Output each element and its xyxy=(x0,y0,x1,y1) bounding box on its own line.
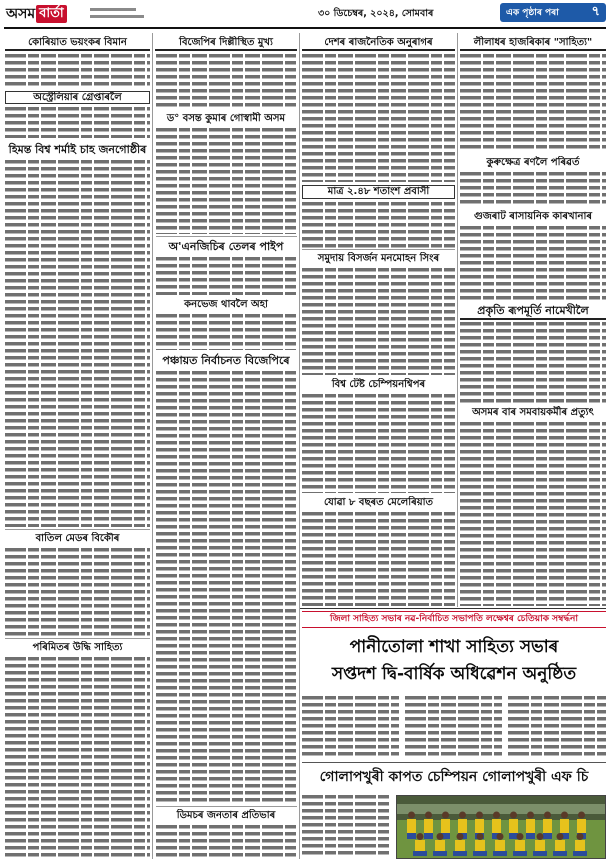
article-body xyxy=(460,54,606,152)
newspaper-logo[interactable] xyxy=(6,4,67,24)
article-headline[interactable]: প্ৰকৃতি ৰূপমূৰ্তি নামেখীলৈ xyxy=(460,303,606,320)
article-body xyxy=(302,512,455,606)
feature-body xyxy=(508,696,606,758)
article-headline[interactable]: সমুদায় বিসৰ্জন মনমোহন সিংৰ xyxy=(317,253,440,264)
article-body xyxy=(156,257,297,295)
article-body xyxy=(156,54,297,108)
article-divider xyxy=(5,638,150,639)
article-body xyxy=(460,322,606,403)
article-headline[interactable]: ডিমচৰ জনতাৰ প্ৰতিভাৰ xyxy=(176,810,276,821)
article-body xyxy=(460,422,606,606)
sports-headline[interactable]: গোলাপখুৰী কাপত চেম্পিয়ন গোলাপখুৰী এফ চি xyxy=(302,762,606,791)
front-row-players xyxy=(413,833,587,856)
article-body xyxy=(5,160,150,527)
article-divider xyxy=(156,236,297,237)
team-photo-graphic xyxy=(397,796,605,858)
feature-body xyxy=(405,696,502,758)
article-headline[interactable]: দেশৰ ৰাজনৈতিক অনুৰাগৰ xyxy=(302,36,455,51)
masthead-contact-line xyxy=(90,15,144,18)
article-body xyxy=(302,268,455,375)
article-body xyxy=(302,202,455,248)
article-headline[interactable]: লীলাধৰ হাজৰিকাৰ "সাহিত্য" xyxy=(460,36,606,51)
masthead-contact-line xyxy=(90,8,136,11)
article-headline[interactable]: অসমৰ বাৰ সমবায়কৰ্মীৰ প্ৰত্যুৎ xyxy=(472,407,594,418)
article-body xyxy=(5,548,150,636)
article-headline[interactable]: যোৱা ৮ বছৰত মেলেৰিয়াত xyxy=(323,497,434,508)
feature-kicker[interactable]: জিলা সাহিত্য সভাৰ নৱ-নিৰ্বাচিত সভাপতি লক্ষেশ্বৰ চেতিয়াক সম্বৰ্দ্ধনা xyxy=(302,611,606,628)
article-body xyxy=(5,107,150,138)
article-headline[interactable]: পৰিমিতৰ উদ্ধি সাহিত্য xyxy=(32,642,123,653)
article-body xyxy=(5,657,150,858)
article-body xyxy=(156,128,297,234)
article-headline[interactable]: গুজৰাট ৰাসায়নিক কাৰখানাৰ xyxy=(473,211,592,222)
article-body xyxy=(156,314,297,350)
article-body xyxy=(156,825,297,858)
feature-body xyxy=(302,696,399,758)
article-headline[interactable]: মাত্ৰ ২.৪৮ শতাংশ প্ৰবাসী xyxy=(302,185,455,199)
sports-body xyxy=(302,795,391,858)
column-rule xyxy=(152,33,153,859)
column-rule xyxy=(457,33,458,607)
article-headline[interactable]: অস্ট্ৰেলিয়াৰ গ্ৰেপ্তাৰলৈ xyxy=(5,91,150,104)
article-body xyxy=(302,54,455,182)
continued-label: এক পৃষ্ঠাৰ পৰা xyxy=(506,8,559,18)
article-headline[interactable]: পঞ্চায়ত নিৰ্বাচনত বিজেপিৰে xyxy=(162,354,290,367)
issue-date: ৩০ ডিচেম্বৰ, ২০২৪, সোমবাৰ xyxy=(318,8,434,19)
article-body xyxy=(5,54,150,87)
continued-from-page-tab xyxy=(500,3,606,22)
article-headline[interactable]: হিমন্ত বিশ্ব শৰ্মাই চাহ জনগোষ্ঠীৰ xyxy=(8,143,147,156)
article-divider xyxy=(156,806,297,807)
article-headline[interactable]: অ'এনজিচিৰ তেলৰ পাইপ xyxy=(168,240,284,253)
article-headline[interactable]: কনভেজ থাবলৈ অহা xyxy=(184,299,268,310)
article-headline[interactable]: বিজেপিৰ দিল্লীস্থিত মুখ্য xyxy=(155,36,297,51)
article-headline[interactable]: বিশ্ব টেষ্ট চেম্পিয়নশ্বিপৰ xyxy=(331,379,426,390)
article-headline[interactable]: ড° বসন্ত কুমাৰ গোস্বামী অসম xyxy=(166,113,286,124)
article-body xyxy=(302,394,455,493)
team-photo xyxy=(396,795,606,859)
article-headline[interactable]: বাতিল মেডৰ বিকৌৰ xyxy=(35,533,120,544)
masthead-rule xyxy=(4,27,606,29)
feature-top-rule xyxy=(300,608,606,609)
article-body xyxy=(156,371,297,804)
feature-headline-line2[interactable]: সপ্তদশ দ্বি-বাৰ্ষিক অধিৱেশন অনুষ্ঠিত xyxy=(331,664,577,684)
page-number: ৭ xyxy=(591,4,600,19)
article-body xyxy=(460,226,606,300)
article-headline[interactable]: কোৰিয়াত ভয়ংকৰ বিমান xyxy=(5,36,150,51)
article-body xyxy=(460,172,606,207)
article-divider xyxy=(5,529,150,530)
article-headline[interactable]: কুৰুক্ষেত্ৰ ৰণলৈ পৰিৱৰ্ত xyxy=(486,157,580,168)
logo-text-red: বাৰ্তা xyxy=(36,5,67,23)
article-divider xyxy=(302,249,455,250)
column-rule xyxy=(299,33,300,859)
feature-headline-line1[interactable]: পানীতোলা শাখা সাহিত্য সভাৰ xyxy=(349,637,559,657)
logo-text-black: অসম xyxy=(6,6,36,22)
